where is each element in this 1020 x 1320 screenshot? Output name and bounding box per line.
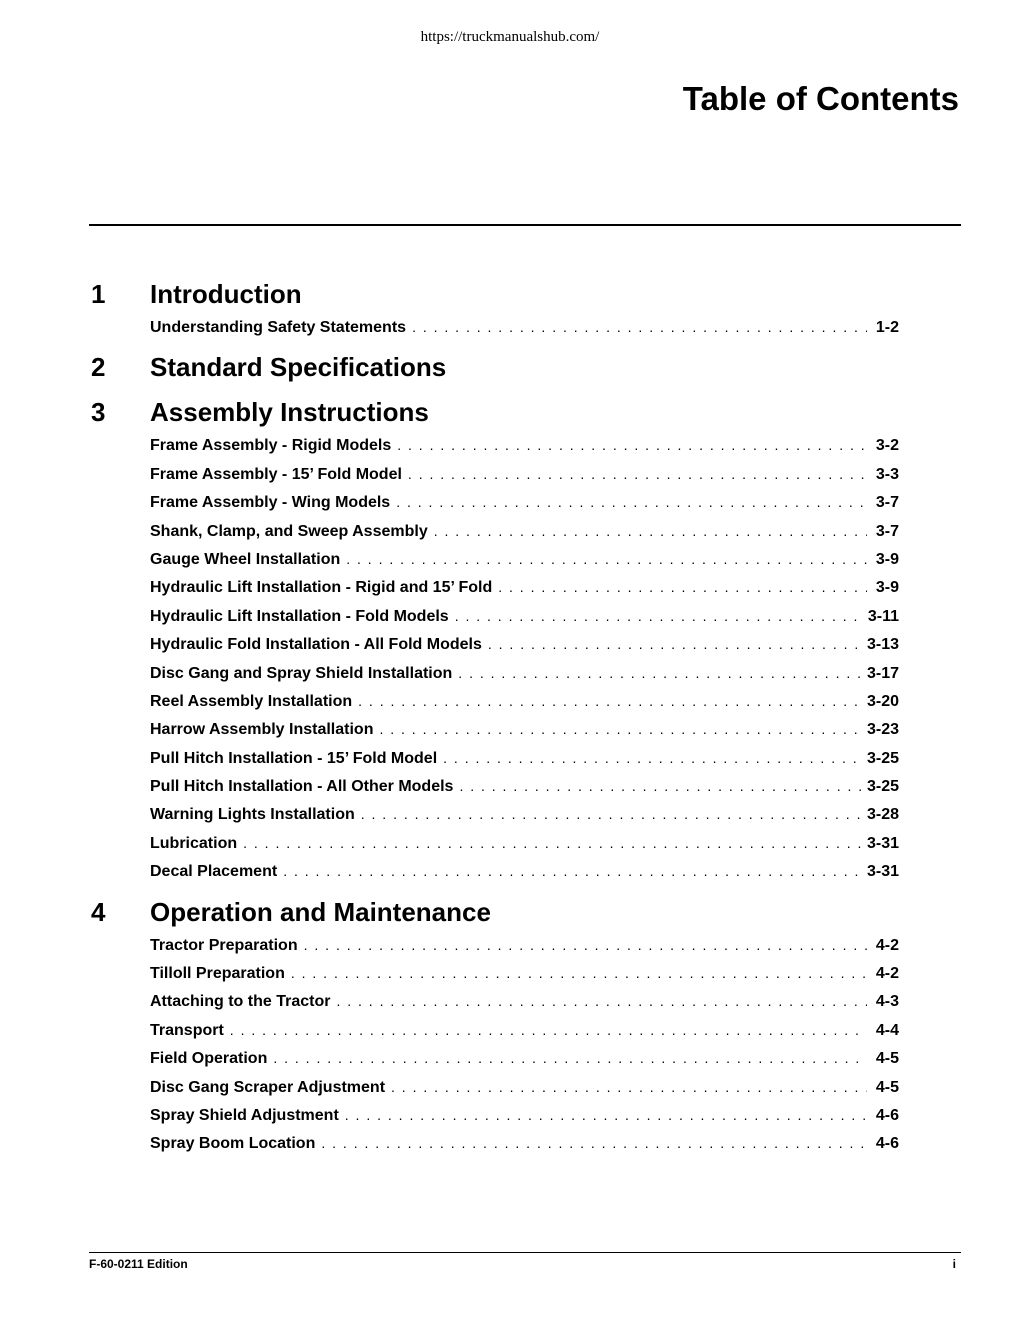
toc-entry-page: 4-2 [875, 965, 899, 983]
toc-entry[interactable] [150, 548, 899, 576]
toc-entry-title: Gauge Wheel Installation [150, 550, 341, 568]
toc-entry[interactable] [150, 803, 899, 831]
toc-entry-page: 3-31 [866, 863, 899, 881]
dot-leader [455, 605, 862, 627]
toc-entry[interactable] [150, 718, 899, 746]
toc-entry-page: 4-2 [875, 936, 899, 954]
toc-entry-page: 3-13 [866, 636, 899, 654]
dot-leader [458, 662, 861, 684]
toc-entry-title: Frame Assembly - Rigid Models [150, 437, 392, 455]
toc-entry[interactable] [150, 463, 899, 491]
toc-entry[interactable] [150, 1019, 899, 1047]
toc-entry[interactable] [150, 934, 899, 962]
toc-entry-page: 4-4 [875, 1021, 899, 1039]
chapter-title: Standard Specifications [150, 352, 447, 383]
chapter-entry-list [150, 434, 899, 888]
toc-entry-page: 3-7 [875, 522, 899, 540]
dot-leader [291, 962, 867, 984]
toc-entry-title: Shank, Clamp, and Sweep Assembly [150, 522, 428, 540]
dot-leader [397, 434, 867, 456]
chapter-title: Introduction [150, 279, 302, 309]
dot-leader [230, 1019, 867, 1041]
toc-entry[interactable] [150, 434, 899, 462]
toc-entry[interactable] [150, 662, 899, 690]
toc-entry-page: 3-23 [866, 721, 899, 739]
toc-entry-title: Hydraulic Lift Installation - Fold Models [150, 607, 449, 625]
toc-entry-title: Harrow Assembly Installation [150, 721, 374, 739]
toc-entry-title: Pull Hitch Installation - 15’ Fold Model [150, 749, 438, 767]
toc-entry[interactable] [150, 690, 899, 718]
page-title: Table of Contents [682, 80, 959, 117]
toc-entry-page: 3-9 [875, 579, 899, 597]
toc-entry-page: 4-6 [875, 1135, 899, 1153]
toc-entry-title: Reel Assembly Installation [150, 692, 353, 710]
toc-entry[interactable] [150, 747, 899, 775]
dot-leader [273, 1047, 867, 1069]
toc-entry-title: Disc Gang and Spray Shield Installation [150, 664, 453, 682]
chapter-heading [89, 893, 899, 938]
toc-entry[interactable] [150, 962, 899, 990]
toc-entry-title: Frame Assembly - Wing Models [150, 494, 391, 512]
toc-entry-title: Hydraulic Fold Installation - All Fold Models [150, 636, 482, 654]
toc-entry[interactable] [150, 832, 899, 860]
toc-entry-page: 3-28 [866, 806, 899, 824]
chapter-number: 4 [91, 896, 106, 927]
dot-leader [434, 520, 867, 542]
chapter-number: 1 [91, 279, 106, 309]
toc-entry-title: Frame Assembly - 15’ Fold Model [150, 465, 402, 483]
toc-entry-page: 4-3 [875, 993, 899, 1011]
toc-entry[interactable] [150, 633, 899, 661]
toc-entry-page: 3-20 [866, 692, 899, 710]
toc-entry-title: Tilloll Preparation [150, 965, 285, 983]
toc-entry-page: 3-3 [875, 465, 899, 483]
toc-entry[interactable] [150, 990, 899, 1018]
chapter-entry-list [150, 934, 899, 1161]
toc-entry[interactable] [150, 1132, 899, 1160]
toc-entry-page: 3-25 [866, 749, 899, 767]
toc-entry-page: 3-31 [866, 834, 899, 852]
toc-entry-title: Disc Gang Scraper Adjustment [150, 1078, 386, 1096]
toc-entry-title: Understanding Safety Statements [150, 319, 407, 336]
chapter-number: 2 [91, 352, 106, 383]
toc-entry[interactable] [150, 576, 899, 604]
toc-entry[interactable] [150, 605, 899, 633]
dot-leader [358, 690, 861, 712]
dot-leader [321, 1132, 867, 1154]
toc-entry[interactable] [150, 1047, 899, 1075]
dot-leader [379, 718, 861, 740]
toc-entry-title: Lubrication [150, 834, 238, 852]
table-of-contents [89, 275, 899, 1165]
footer-divider [89, 1252, 961, 1253]
toc-entry-page: 3-7 [875, 494, 899, 512]
toc-entry[interactable] [150, 775, 899, 803]
dot-leader [498, 576, 867, 598]
dot-leader [361, 803, 861, 825]
footer-page-number: i [952, 1257, 956, 1271]
chapter-number: 3 [91, 397, 106, 428]
toc-entry-title: Pull Hitch Installation - All Other Models [150, 778, 454, 796]
toc-entry-page: 4-5 [875, 1078, 899, 1096]
toc-entry-title: Decal Placement [150, 863, 278, 881]
dot-leader [243, 832, 861, 854]
toc-entry-title: Spray Shield Adjustment [150, 1106, 339, 1124]
toc-entry-title: Transport [150, 1021, 224, 1039]
source-url: https://truckmanualshub.com/ [420, 29, 600, 45]
dot-leader [391, 1076, 867, 1098]
chapter-title: Operation and Maintenance [150, 896, 491, 927]
toc-entry-page: 4-6 [875, 1106, 899, 1124]
toc-entry-page: 3-25 [866, 778, 899, 796]
dot-leader [488, 633, 861, 655]
toc-entry-page: 3-2 [875, 437, 899, 455]
toc-entry-title: Warning Lights Installation [150, 806, 355, 824]
chapter-heading [89, 275, 899, 320]
dot-leader [459, 775, 861, 797]
chapter-heading [89, 393, 899, 438]
dot-leader [443, 747, 861, 769]
dot-leader [346, 548, 867, 570]
toc-entry-page: 3-9 [875, 550, 899, 568]
toc-entry[interactable] [150, 1104, 899, 1132]
toc-entry[interactable] [150, 316, 899, 344]
toc-entry-title: Attaching to the Tractor [150, 993, 331, 1011]
toc-entry-title: Hydraulic Lift Installation - Rigid and 15’ Fold [150, 579, 493, 597]
chapter-entry-list [150, 316, 899, 344]
dot-leader [345, 1104, 867, 1126]
toc-entry-page: 1-2 [875, 319, 899, 336]
toc-entry[interactable] [150, 491, 899, 519]
toc-entry-title: Field Operation [150, 1050, 268, 1068]
dot-leader [336, 990, 867, 1012]
dot-leader [408, 463, 867, 485]
dot-leader [283, 860, 861, 882]
toc-entry[interactable] [150, 860, 899, 888]
title-divider [89, 224, 961, 226]
toc-entry-page: 3-11 [867, 607, 899, 625]
chapter-heading [89, 348, 899, 393]
toc-entry-title: Spray Boom Location [150, 1135, 316, 1153]
toc-entry-page: 4-5 [875, 1050, 899, 1068]
toc-entry[interactable] [150, 520, 899, 548]
toc-entry-title: Tractor Preparation [150, 936, 298, 954]
toc-entry-page: 3-17 [866, 664, 899, 682]
dot-leader [396, 491, 867, 513]
footer-edition: F-60-0211 Edition [89, 1257, 188, 1271]
dot-leader [412, 316, 867, 338]
chapter-title: Assembly Instructions [150, 397, 429, 428]
dot-leader [304, 934, 867, 956]
toc-entry[interactable] [150, 1076, 899, 1104]
